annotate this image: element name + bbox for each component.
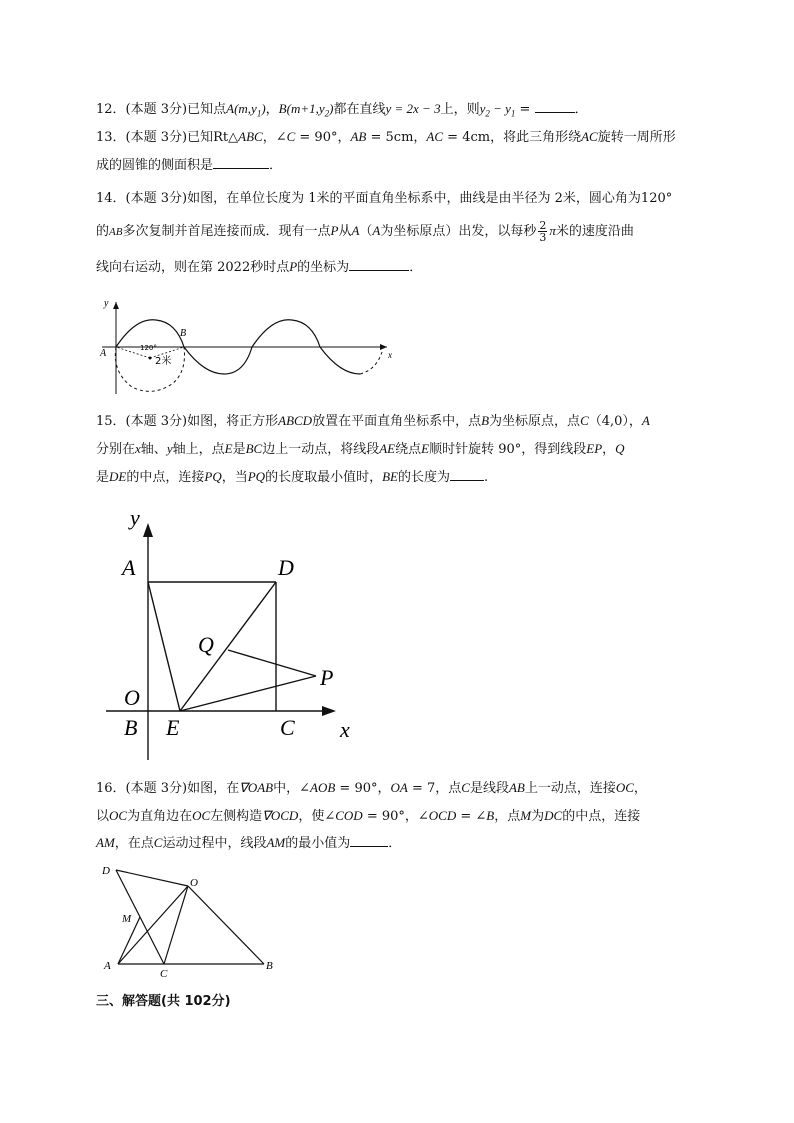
q16-var: AB <box>508 780 525 795</box>
frac-den: 3 <box>539 231 547 244</box>
frac-num: 2 <box>539 219 547 232</box>
segment-oa <box>118 886 188 964</box>
q14-text: 为坐标原点）出发，以每秒 <box>380 224 537 239</box>
q16-text: 为直角边在 <box>127 809 193 824</box>
q15-var: EP <box>586 441 603 456</box>
label-a: A <box>122 555 136 580</box>
wave-continuation <box>360 352 382 374</box>
q12-sub: 1 <box>256 108 262 119</box>
segment-ep <box>180 676 316 711</box>
q16-text: 的最小值为 <box>285 836 351 851</box>
q12-end: ． <box>574 102 588 117</box>
q16-var: OA <box>390 780 408 795</box>
q12-expr: − y <box>489 101 511 116</box>
q14-points: (本题 3分) <box>125 191 188 206</box>
label-o: O <box>124 685 140 710</box>
label-q: Q <box>198 632 214 657</box>
q16-var: AOB <box>310 780 336 795</box>
q15-text: 的长度取最小值时， <box>265 470 383 485</box>
q16-var: B <box>486 808 495 823</box>
q15-var: PQ <box>204 469 222 484</box>
q15-var: DE <box>109 469 127 484</box>
q12-points: (本题 3分) <box>125 102 188 117</box>
q16-var: C <box>153 835 163 850</box>
q16-text: = 7，点 <box>407 781 462 796</box>
q14-var: A <box>372 223 381 238</box>
label-e: E <box>166 715 180 740</box>
q14-var: P <box>330 223 339 238</box>
q15-text: 的长度为 <box>397 470 450 485</box>
q13-var: ABC <box>238 129 263 144</box>
q15-text: ，当 <box>221 470 248 485</box>
q16-text: = 90°，∠ <box>362 809 429 824</box>
q12-sub: 2 <box>485 108 490 119</box>
q16-var: M <box>520 808 532 823</box>
q16-var: C <box>461 780 470 795</box>
answer-blank[interactable] <box>535 100 575 113</box>
label-b: B <box>266 960 273 972</box>
q16-var: OC <box>615 780 634 795</box>
question-16 <box>96 779 647 798</box>
q16-text: 为 <box>531 809 545 824</box>
answer-blank[interactable] <box>450 468 484 481</box>
q15-text: 的中点，连接 <box>126 470 205 485</box>
question-15 <box>96 412 650 431</box>
q12-paren: ) <box>261 101 266 116</box>
q16-triangle-figure <box>98 860 288 980</box>
q12-paren: ) <box>329 101 334 116</box>
q16-text: 运动过程中，线段 <box>162 836 267 851</box>
label-o: O <box>190 877 198 889</box>
question-13 <box>96 128 676 147</box>
label-y: y <box>104 298 109 309</box>
q12-text: 上，则 <box>440 102 480 117</box>
label-b: B <box>124 715 138 740</box>
q15-points: (本题 3分) <box>125 414 188 429</box>
q15-text: （4,0）， <box>588 414 642 429</box>
q13-var: AC <box>426 129 444 144</box>
q16-var: OC <box>109 808 128 823</box>
q15-number: 15． <box>96 414 126 429</box>
q16-text: 的中点，连接 <box>562 809 641 824</box>
question-13-line2 <box>96 156 282 175</box>
q15-text: 边上一动点，将线段 <box>262 442 380 457</box>
q13-var: C <box>286 129 296 144</box>
q14-text: 的坐标为 <box>297 260 350 275</box>
y-axis-arrow <box>143 523 153 537</box>
q14-var: P <box>289 259 298 274</box>
circle-center <box>149 357 152 360</box>
y-axis-arrow <box>113 302 119 309</box>
q15-var: E <box>224 441 233 456</box>
q12-line-equation: y = 2x − 3 <box>385 101 441 116</box>
q14-wave-figure <box>92 292 402 400</box>
q16-text: ，在点 <box>114 836 154 851</box>
q15-text: 绕点 <box>395 442 422 457</box>
q15-var: BC <box>245 441 263 456</box>
q15-text: 放置在平面直角坐标系中，点 <box>312 414 482 429</box>
question-14-line2 <box>96 220 634 243</box>
q16-var: ∇OCD <box>262 808 299 823</box>
q12-sub: 2 <box>324 108 330 119</box>
q16-text: ，点 <box>494 809 521 824</box>
q16-number: 16． <box>96 781 126 796</box>
q12-point-b: B(m+1,y <box>278 101 325 116</box>
q14-text: 米的速度沿曲 <box>555 224 634 239</box>
q16-points: (本题 3分) <box>125 781 188 796</box>
question-15-line2 <box>96 440 625 459</box>
label-b: B <box>180 328 187 339</box>
q15-text: 轴、 <box>140 442 167 457</box>
question-16-line3 <box>96 834 401 853</box>
q14-angle: 120° <box>640 191 673 206</box>
q15-var: x <box>135 441 141 456</box>
q12-point-a: A(m,y <box>226 101 257 116</box>
q13-number: 13． <box>96 130 126 145</box>
segment-ae <box>148 582 180 711</box>
q12-text: 都在直线 <box>333 102 386 117</box>
section-3-heading: 三、解答题(共 102分) <box>96 994 231 1009</box>
q16-text: = ∠ <box>456 809 487 824</box>
q16-text: = 90°， <box>335 781 391 796</box>
q16-var: COD <box>335 808 363 823</box>
question-15-line3 <box>96 468 488 487</box>
q13-text: 已知Rt△ <box>187 130 239 145</box>
q15-var: ABCD <box>278 413 313 428</box>
label-d: D <box>102 865 110 877</box>
q13-text: 旋转一周所形 <box>597 130 676 145</box>
q13-text: 成的圆锥的侧面积是 <box>96 158 214 173</box>
q15-var: PQ <box>247 469 266 484</box>
question-14 <box>96 190 672 208</box>
question-16-line2 <box>96 807 640 826</box>
q15-var: Q <box>615 441 625 456</box>
q13-end: ． <box>269 158 283 173</box>
label-y: y <box>130 505 140 530</box>
q16-text: 上一动点，连接 <box>524 781 616 796</box>
answer-blank[interactable] <box>213 156 269 169</box>
q15-text: 顺时针旋转 90°，得到线段 <box>429 442 587 457</box>
q15-var: C <box>580 413 589 428</box>
q16-var: DC <box>544 808 563 823</box>
q13-points: (本题 3分) <box>125 130 188 145</box>
label-p: P <box>320 665 334 690</box>
q13-var: AB <box>350 129 367 144</box>
q16-text: 如图，在 <box>187 781 240 796</box>
q15-var: y <box>166 441 173 456</box>
q13-text: = 5cm， <box>366 130 427 145</box>
q13-text: ，∠ <box>262 130 287 145</box>
arc-ab: AB <box>109 226 123 238</box>
label-d: D <box>278 555 294 580</box>
q13-var: AC <box>581 129 598 144</box>
q15-var: BE <box>382 469 398 484</box>
dashed-circle <box>115 347 184 391</box>
q16-var: OCD <box>428 808 457 823</box>
q14-pi: π <box>549 223 556 238</box>
q15-var: E <box>421 441 430 456</box>
q15-text: 轴上，点 <box>172 442 225 457</box>
q16-end: ． <box>388 836 402 851</box>
q16-text: ，使∠ <box>298 809 336 824</box>
q16-text: 是线段 <box>469 781 509 796</box>
question-14-line3 <box>96 258 422 277</box>
q15-text: 是 <box>232 442 246 457</box>
segment-do <box>116 870 188 886</box>
q16-text: 中，∠ <box>273 781 310 796</box>
q14-text: 的 <box>96 224 110 239</box>
q14-end: ． <box>409 260 423 275</box>
q15-square-figure <box>100 505 370 765</box>
segment-oc <box>164 886 188 964</box>
q12-sub: 1 <box>510 108 516 119</box>
q14-text: 从 <box>338 224 352 239</box>
q13-text: = 4cm，将此三角形绕 <box>443 130 582 145</box>
q12-text: 已知点 <box>187 102 227 117</box>
label-m: M <box>122 913 132 925</box>
label-radius: 2米 <box>155 356 172 367</box>
label-x: x <box>340 717 350 742</box>
q14-text: 线向右运动，则在第 2022秒时点 <box>96 260 290 275</box>
q14-var: A <box>351 223 360 238</box>
segment-pq <box>228 650 316 676</box>
q16-var: OC <box>192 808 211 823</box>
answer-blank[interactable] <box>350 834 388 847</box>
q16-var: ∇OAB <box>239 780 274 795</box>
q15-end: . <box>484 470 489 485</box>
answer-blank[interactable] <box>349 258 409 271</box>
q12-expr: = <box>515 102 531 117</box>
q13-text: = 90°， <box>295 130 351 145</box>
q16-var: AM <box>96 835 115 850</box>
label-c: C <box>280 715 295 740</box>
q15-text: 为坐标原点，点 <box>489 414 581 429</box>
label-c: C <box>160 968 168 980</box>
q16-var: AM <box>266 835 286 850</box>
q12-expr: y <box>479 101 486 116</box>
q15-var: A <box>641 413 650 428</box>
fraction-two-thirds <box>538 220 547 243</box>
q15-text: ， <box>602 442 616 457</box>
q15-var: AE <box>379 441 396 456</box>
q15-text: 是 <box>96 470 110 485</box>
q14-text: 如图，在单位长度为 1米的平面直角坐标系中，曲线是由半径为 2米，圆心角为 <box>187 191 641 206</box>
q16-text: ， <box>633 781 647 796</box>
q14-text: 多次复制并首尾连接而成．现有一点 <box>122 224 331 239</box>
x-axis-arrow <box>380 344 387 350</box>
q16-text: 左侧构造 <box>210 809 263 824</box>
label-angle: 120° <box>140 344 157 352</box>
q15-text: 分别在 <box>96 442 136 457</box>
q15-text: 如图，将正方形 <box>187 414 279 429</box>
q12-number: 12． <box>96 102 126 117</box>
q14-text: （ <box>359 224 373 239</box>
q14-number: 14． <box>96 191 126 206</box>
q16-text: 以 <box>96 809 110 824</box>
label-a: A <box>100 348 107 359</box>
segment-ed <box>180 582 276 711</box>
label-a: A <box>104 960 111 972</box>
segment-ob <box>188 886 264 964</box>
label-x: x <box>388 350 392 360</box>
question-12 <box>96 100 588 123</box>
q15-var: B <box>481 413 490 428</box>
q12-comma: ， <box>265 102 279 117</box>
x-axis-arrow <box>322 706 336 716</box>
